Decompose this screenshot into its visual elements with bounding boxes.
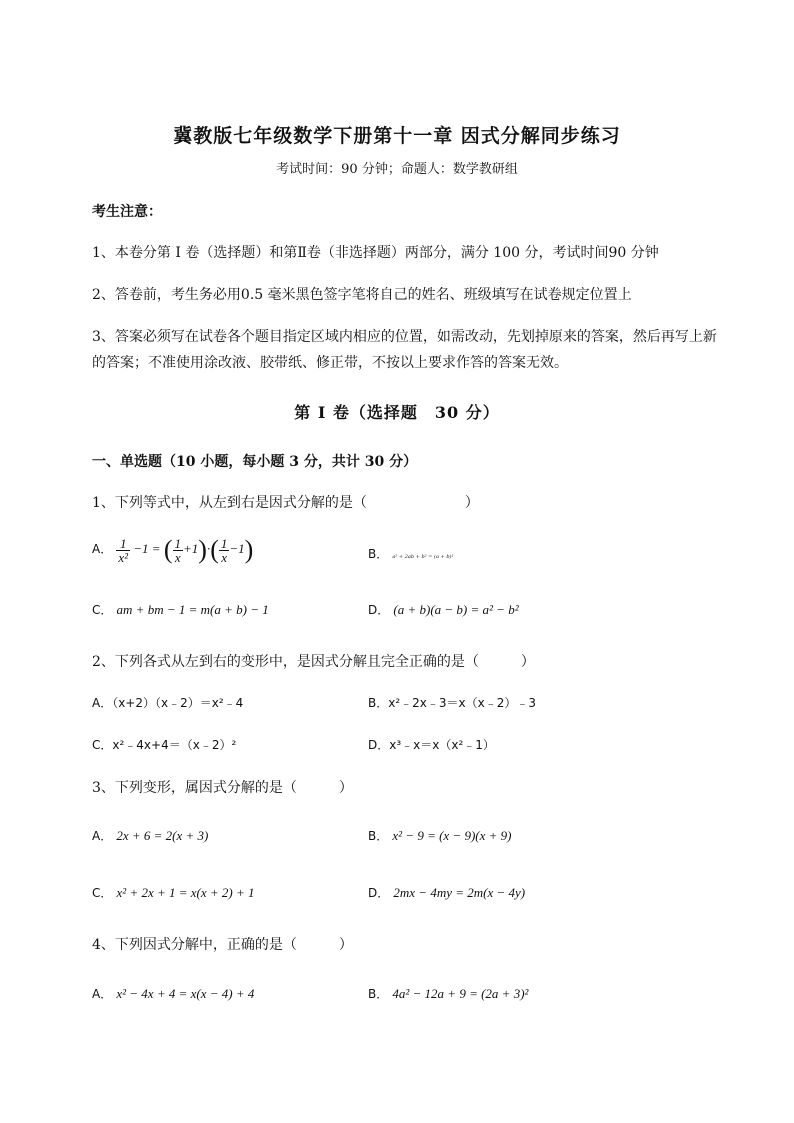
- right-paren: ): [244, 535, 254, 564]
- question-2-option-b[interactable]: B．x²﹣2x﹣3＝x（x﹣2）﹣3: [368, 696, 536, 710]
- option-label: C．: [92, 886, 113, 900]
- option-label: A．: [92, 541, 113, 556]
- question-1-option-c[interactable]: [92, 601, 269, 618]
- option-label: B．: [368, 987, 389, 1001]
- section-title: 第 I 卷（选择题 30 分）: [294, 403, 500, 422]
- option-label: D．: [368, 886, 390, 900]
- fraction: $\frac{1}{x}$: [174, 535, 181, 565]
- option-b-formula: a² + 2ab + b² = (a + b)²: [392, 554, 454, 560]
- option-label: C．: [92, 603, 113, 617]
- question-1-stem: 1、下列等式中，从左到右是因式分解的是（ ）: [92, 495, 479, 511]
- question-1-option-a[interactable]: A． $\frac{1}{\text{x²}}$ −1 = ( $\frac{1}{x}$ +1)·( $\frac{1}{x}$ −1): [92, 535, 254, 565]
- fraction: $\frac{1}{x}$: [220, 535, 228, 565]
- question-1-option-d[interactable]: [368, 601, 519, 618]
- option-c-formula: am + bm − 1 = m(a + b) − 1: [116, 602, 269, 617]
- page-title: 冀教版七年级数学下册第十一章 因式分解同步练习: [173, 125, 621, 147]
- option-a-formula: x² − 4x + 4 = x(x − 4) + 4: [116, 986, 255, 1001]
- option-b-formula: 4a² − 12a + 9 = (2a + 3)²: [392, 986, 529, 1001]
- question-1-option-b[interactable]: [368, 545, 454, 562]
- question-3-option-d[interactable]: [368, 884, 525, 901]
- question-4-option-a[interactable]: [92, 985, 254, 1002]
- option-label: D．: [368, 603, 390, 617]
- left-paren: (: [210, 535, 219, 564]
- question-4-option-b[interactable]: [368, 985, 528, 1002]
- option-c-formula: x² + 2x + 1 = x(x + 2) + 1: [116, 885, 255, 900]
- question-3-option-c[interactable]: [92, 884, 255, 901]
- question-2-option-a[interactable]: A．（x+2）（x﹣2）＝x²﹣4: [92, 696, 244, 710]
- question-2-stem: 2、下列各式从左到右的变形中，是因式分解且完全正确的是（ ）: [92, 654, 535, 670]
- left-paren: (: [163, 535, 173, 564]
- notice-heading: 考生注意：: [92, 204, 162, 220]
- question-3-option-b[interactable]: [368, 827, 512, 844]
- option-label: B．: [368, 547, 389, 561]
- option-d-formula: 2mx − 4my = 2m(x − 4y): [393, 885, 526, 900]
- question-2-option-c[interactable]: C．x²﹣4x+4＝（x﹣2）²: [92, 738, 237, 752]
- question-3-stem: 3、下列变形，属因式分解的是（ ）: [92, 780, 353, 796]
- notice-item-1: 1、本卷分第 I 卷（选择题）和第Ⅱ卷（非选择题）两部分，满分 100 分，考试时间90 分钟: [92, 245, 659, 261]
- option-d-formula: (a + b)(a − b) = a² − b²: [393, 602, 519, 617]
- part-heading: 一、单选题（10 小题，每小题 3 分，共计 30 分）: [92, 454, 418, 470]
- fraction: $\frac{1}{\text{x²}}$: [118, 535, 129, 565]
- notice-item-3-cont: 的答案；不准使用涂改液、胶带纸、修正带，不按以上要求作答的答案无效。: [92, 355, 568, 371]
- question-2-option-d[interactable]: D．x³﹣x＝x（x²﹣1）: [368, 738, 495, 752]
- question-4-stem: 4、下列因式分解中，正确的是（ ）: [92, 937, 353, 953]
- option-label: A．: [92, 829, 113, 843]
- question-3-option-a[interactable]: [92, 827, 208, 844]
- right-paren: ): [198, 535, 207, 564]
- option-label: A．: [92, 987, 113, 1001]
- notice-item-3: 3、答案必须写在试卷各个题目指定区域内相应的位置，如需改动，先划掉原来的答案，然后再写上新: [92, 329, 717, 345]
- option-a-formula: 2x + 6 = 2(x + 3): [116, 828, 209, 843]
- option-b-formula: x² − 9 = (x − 9)(x + 9): [392, 828, 512, 843]
- page-subtitle: 考试时间：90 分钟；命题人：数学教研组: [276, 162, 518, 177]
- option-label: B．: [368, 829, 389, 843]
- notice-item-2: 2、答卷前，考生务必用0.5 毫米黑色签字笔将自己的姓名、班级填写在试卷规定位置上: [92, 287, 632, 303]
